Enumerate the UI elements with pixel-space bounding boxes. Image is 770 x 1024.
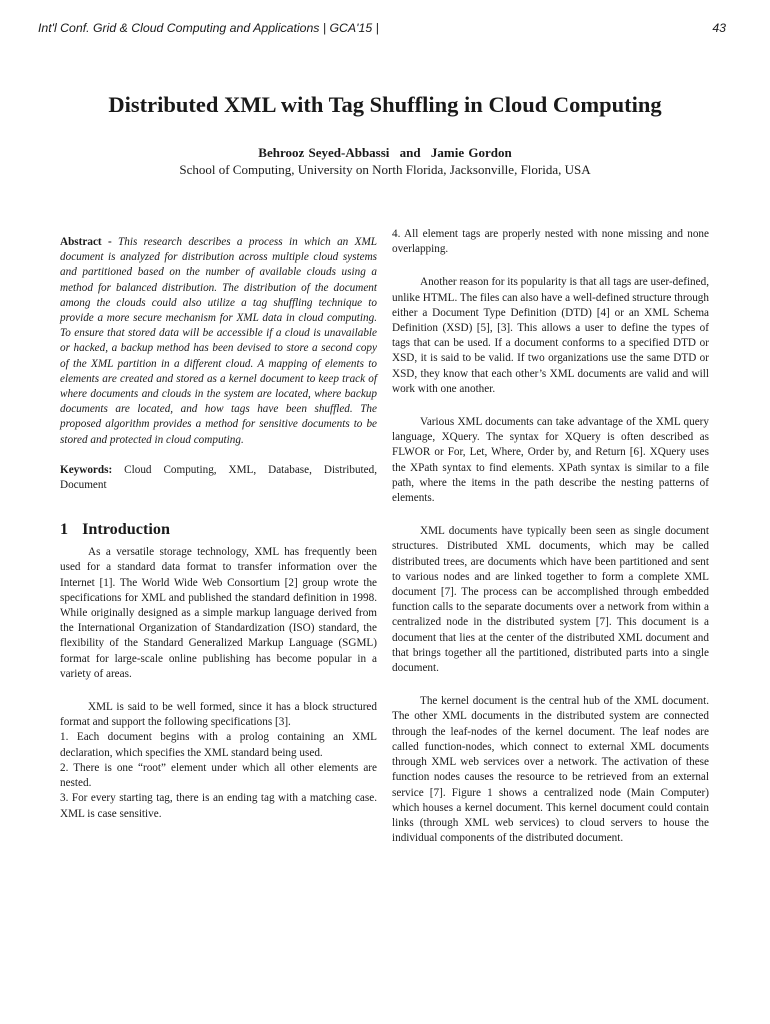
intro-paragraph-4: Various XML documents can take advantage of the XML query language, XQuery. The syntax for XQuery is often described as FLWOR or For, Let, Where, Order by, and Return [6]. XQuery uses the XPath syntax to find elements. XPath syntax is similar to a file path, where the items in the path describe the nesting patterns of elements. — [392, 416, 709, 505]
affiliation: School of Computing, University on North Florida, Jacksonville, Florida, USA — [179, 162, 591, 177]
abstract-label: Abstract - — [60, 236, 112, 248]
conference-name: Int'l Conf. Grid & Cloud Computing and Applications | GCA'15 | — [38, 21, 379, 35]
paper-title: Distributed XML with Tag Shuffling in Cloud Computing — [108, 92, 662, 117]
section-heading — [60, 519, 377, 539]
right-column — [392, 227, 709, 846]
left-column — [60, 235, 377, 822]
abstract — [60, 235, 377, 448]
intro-paragraph-6: The kernel document is the central hub of the XML document. The other XML documents in the distributed system are connected through the leaf-nodes of the kernel document. The leaf nodes are called function-nodes, which connect to external XML documents through XML web services over a network. The activation of these function nodes causes the resource to be retrieved from an external service [7]. Figure 1 shows a centralized node (Main Computer) which houses a kernel document. This kernel document could contain links (through XML web services) to cloud servers to house the individual components of the distributed document. — [392, 695, 709, 845]
page-number: 43 — [712, 21, 726, 35]
abstract-text: This research describes a process in which an XML document is analyzed for distribution across multiple cloud systems and partitioned based on the number of available clouds using a method for balanced distribution. The distribution of the document among the clouds could also utilize a tag shuffling technique to provide a more secure mechanism for XML data in cloud computing. To ensure that stored data will be accessible if a cloud is unavailable or hacked, a backup method has been devised to store a second copy of the XML partition in a different cloud. A mapping of elements to elements are created and stored as a kernel document to keep track of where documents and clouds in the system are located, where backup documents are located, and how tags have been shuffled. The proposed algorithm provides a method for sensitive documents to be stored and protected in cloud computing. — [60, 236, 377, 446]
list-item: 1. Each document begins with a prolog containing an XML declaration, which specifies the XML standard being used. — [60, 731, 377, 759]
list-item: 3. For every starting tag, there is an ending tag with a matching case. XML is case sensitive. — [60, 792, 377, 820]
intro-paragraph-5: XML documents have typically been seen as single document structures. Distributed XML documents, which may be called distributed trees, are documents which have been partitioned and sent to various nodes and are linked together to form a complete XML document [7]. The process can be accomplished through embedded function calls to the separate documents over a network from within a centralized node in the distributed system [7]. This document is a document that lies at the center of the distributed XML document and that brings together all the partitioned, distributed parts into a single document. — [392, 525, 709, 675]
section-title: Introduction — [82, 520, 170, 539]
list-item: 2. There is one “root” element under which all other elements are nested. — [60, 761, 377, 790]
keywords — [60, 463, 377, 493]
list-item: 4. All element tags are properly nested with none missing and none overlapping. — [392, 228, 709, 256]
intro-paragraph-3: Another reason for its popularity is that all tags are user-defined, unlike HTML. The files can also have a well-defined structure through either a Document Type Definition (DTD) [4] or an XML Schema Definition (XSD) [5], [3]. This allows a user to define the types of tags that can be used. If a document conforms to a specified DTD or XSD, it is said to be valid. If two organizations use the same DTD or XSD, they know that each other’s XML documents are valid and will work with one another. — [392, 276, 710, 395]
author-separator: and — [399, 145, 421, 160]
author-1: Behrooz Seyed-Abbassi — [258, 145, 390, 160]
author-2: Jamie Gordon — [430, 145, 512, 160]
intro-paragraph-1: As a versatile storage technology, XML has frequently been used for a standard data format to transfer information over the Internet [1]. The World Wide Web Consortium [2] group wrote the specifications for XML and published the standard definition in 1998. While originally designed as a simple markup language derived from the International Organization of Standardization (ISO) standard, the flexibility of the Standard Generalized Markup Language (SGML) format for large-scale online publishing has become popular in a variety of areas. — [60, 546, 377, 680]
keywords-label: Keywords: — [60, 463, 113, 476]
section-number: 1 — [60, 520, 69, 539]
keywords-text: Cloud Computing, XML, Database, Distributed, Document — [60, 463, 378, 492]
author-line — [0, 145, 770, 161]
intro-paragraph-2: XML is said to be well formed, since it has a block structured format and support the following specifications [3]. — [60, 701, 377, 729]
